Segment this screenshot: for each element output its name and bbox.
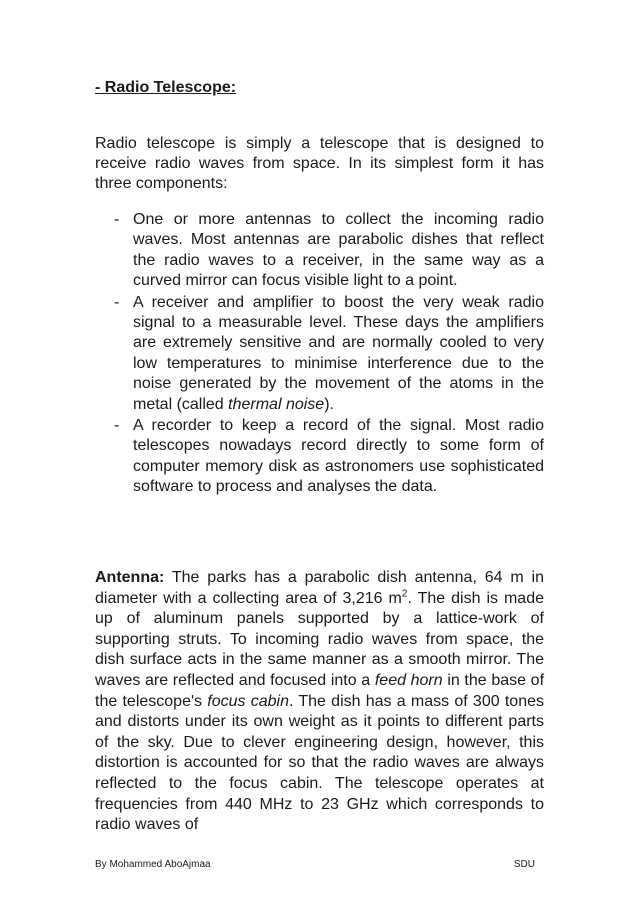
focus-cabin-term: focus cabin (207, 692, 289, 710)
footer-author: By Mohammed AboAjmaa (95, 859, 211, 870)
list-item (95, 416, 544, 498)
section-heading: - Radio Telescope: (95, 79, 237, 96)
antenna-text-2: . The dish is made up of aluminum panels supported by a lattice-work of supporting struts. To incoming radio waves from space, the dish surface acts in the same manner as a smooth mirror. The waves are reflected and focused into a (95, 589, 544, 689)
components-list (95, 210, 544, 499)
antenna-paragraph (95, 568, 544, 836)
list-item-text: A recorder to keep a record of the signal. Most radio telescopes nowadays record directly to some form of computer memory disk as astronomers use sophisticated software to process and analyses the data. (133, 417, 544, 496)
area-superscript: 2 (401, 588, 408, 600)
list-dash: - (114, 417, 120, 435)
list-item-text: One or more antennas to collect the incoming radio waves. Most antennas are parabolic dishes that reflect the radio waves to a receiver, in the same way as a curved mirror can focus visible light to a point. (133, 211, 544, 290)
list-item (95, 293, 544, 415)
antenna-label: Antenna: (95, 569, 165, 586)
intro-paragraph: Radio telescope is simply a telescope that is designed to receive radio waves from space. In its simplest form it has three components: (95, 135, 544, 193)
list-item-italic-term: thermal noise (228, 395, 325, 413)
list-item (95, 210, 544, 292)
antenna-text-1: The parks has a parabolic dish antenna, 64 m in diameter with a collecting area of 3,216 m (95, 569, 544, 607)
list-dash: - (114, 293, 120, 311)
feed-horn-term: feed horn (374, 671, 443, 689)
footer-org: SDU (513, 859, 535, 870)
list-item-text: A receiver and amplifier to boost the very weak radio signal to a measurable level. These days the amplifiers are extremely sensitive and are normally cooled to very low temperatures to minimise interference due to the noise generated by the movement of the atoms in the metal (called (133, 293, 544, 413)
list-dash: - (114, 211, 120, 228)
list-item-text-end: ). (324, 395, 334, 413)
antenna-text-3: in the base of the telescope's (95, 671, 545, 710)
antenna-text-4: . The dish has a mass of 300 tones and distorts under its own weight as it points to different parts of the sky. Due to clever engineering design, however, this distortion is accounted for so that the radio waves are always reflected to the focus cabin. The telescope operates at frequencies from 440 MHz to 23 GHz which corresponds to radio waves of (95, 692, 544, 834)
